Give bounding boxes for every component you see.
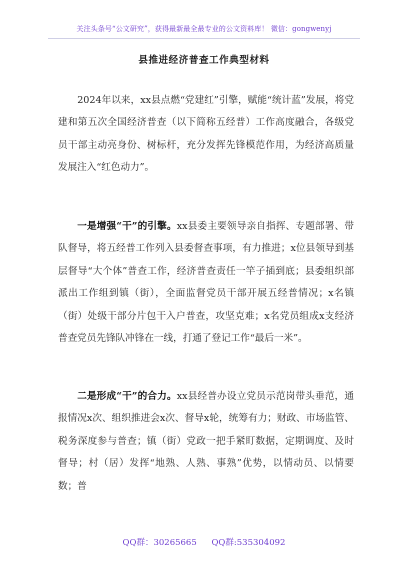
paragraph-intro (58, 90, 354, 180)
paragraph-one (58, 216, 354, 350)
header-divider (48, 38, 360, 39)
paragraph-one-text: xx县委主要领导亲自指挥、专题部署、带队督导，将五经普工作列入县委督查事项，有力推进；x位县领导到基层督导“大个体”普查工作，经济普查责任一竿子插到底；县委组织部派出工作组到镇（街），全面监督党员干部开展五经普情况；x名镇（街）处级干部分片包干入户普查，攻坚克难；x名党员组成x支经济普查党员先锋队冲锋在一线，打通了登记工作“最后一米”。 (58, 221, 354, 345)
paragraph-one-lead: 一是增强“干”的引擎。 (77, 221, 177, 232)
footer-qq-group-1: QQ群：30265665 (122, 538, 197, 548)
footer-qq-group-2: QQ群:535304092 (211, 538, 286, 548)
footer-contact (0, 536, 408, 548)
document-title: 县推进经济普查工作典型材料 (138, 55, 270, 66)
paragraph-two-text: xx县经普办设立党员示范岗带头垂范，通报情况x次、组织推进会x次、督导x轮，统筹有力；财政、市场监管、税务深度参与普查；镇（街）党政一把手紧盯数据，定期调度、及时督导；村（居）发挥“地熟、人熟、事熟”优势，以情动员、以情要数；普 (58, 391, 354, 492)
header-promo-note: 关注头条号“公文研究”，获得最新最全最专业的公文资料库！ 微信：gongwenyj (76, 25, 332, 33)
paragraph-two-lead: 二是形成“干”的合力。 (77, 391, 177, 402)
paragraph-intro-text: 2024年以来，xx县点燃“党建红”引擎，赋能“统计蓝”发展，将党建和第五次全国经济普查（以下简称五经普）工作高度融合，各级党员干部主动亮身份、树标杆，充分发挥先锋模范作用，为经济高质量发展注入“红色动力”。 (58, 95, 354, 174)
paragraph-two (58, 386, 354, 498)
